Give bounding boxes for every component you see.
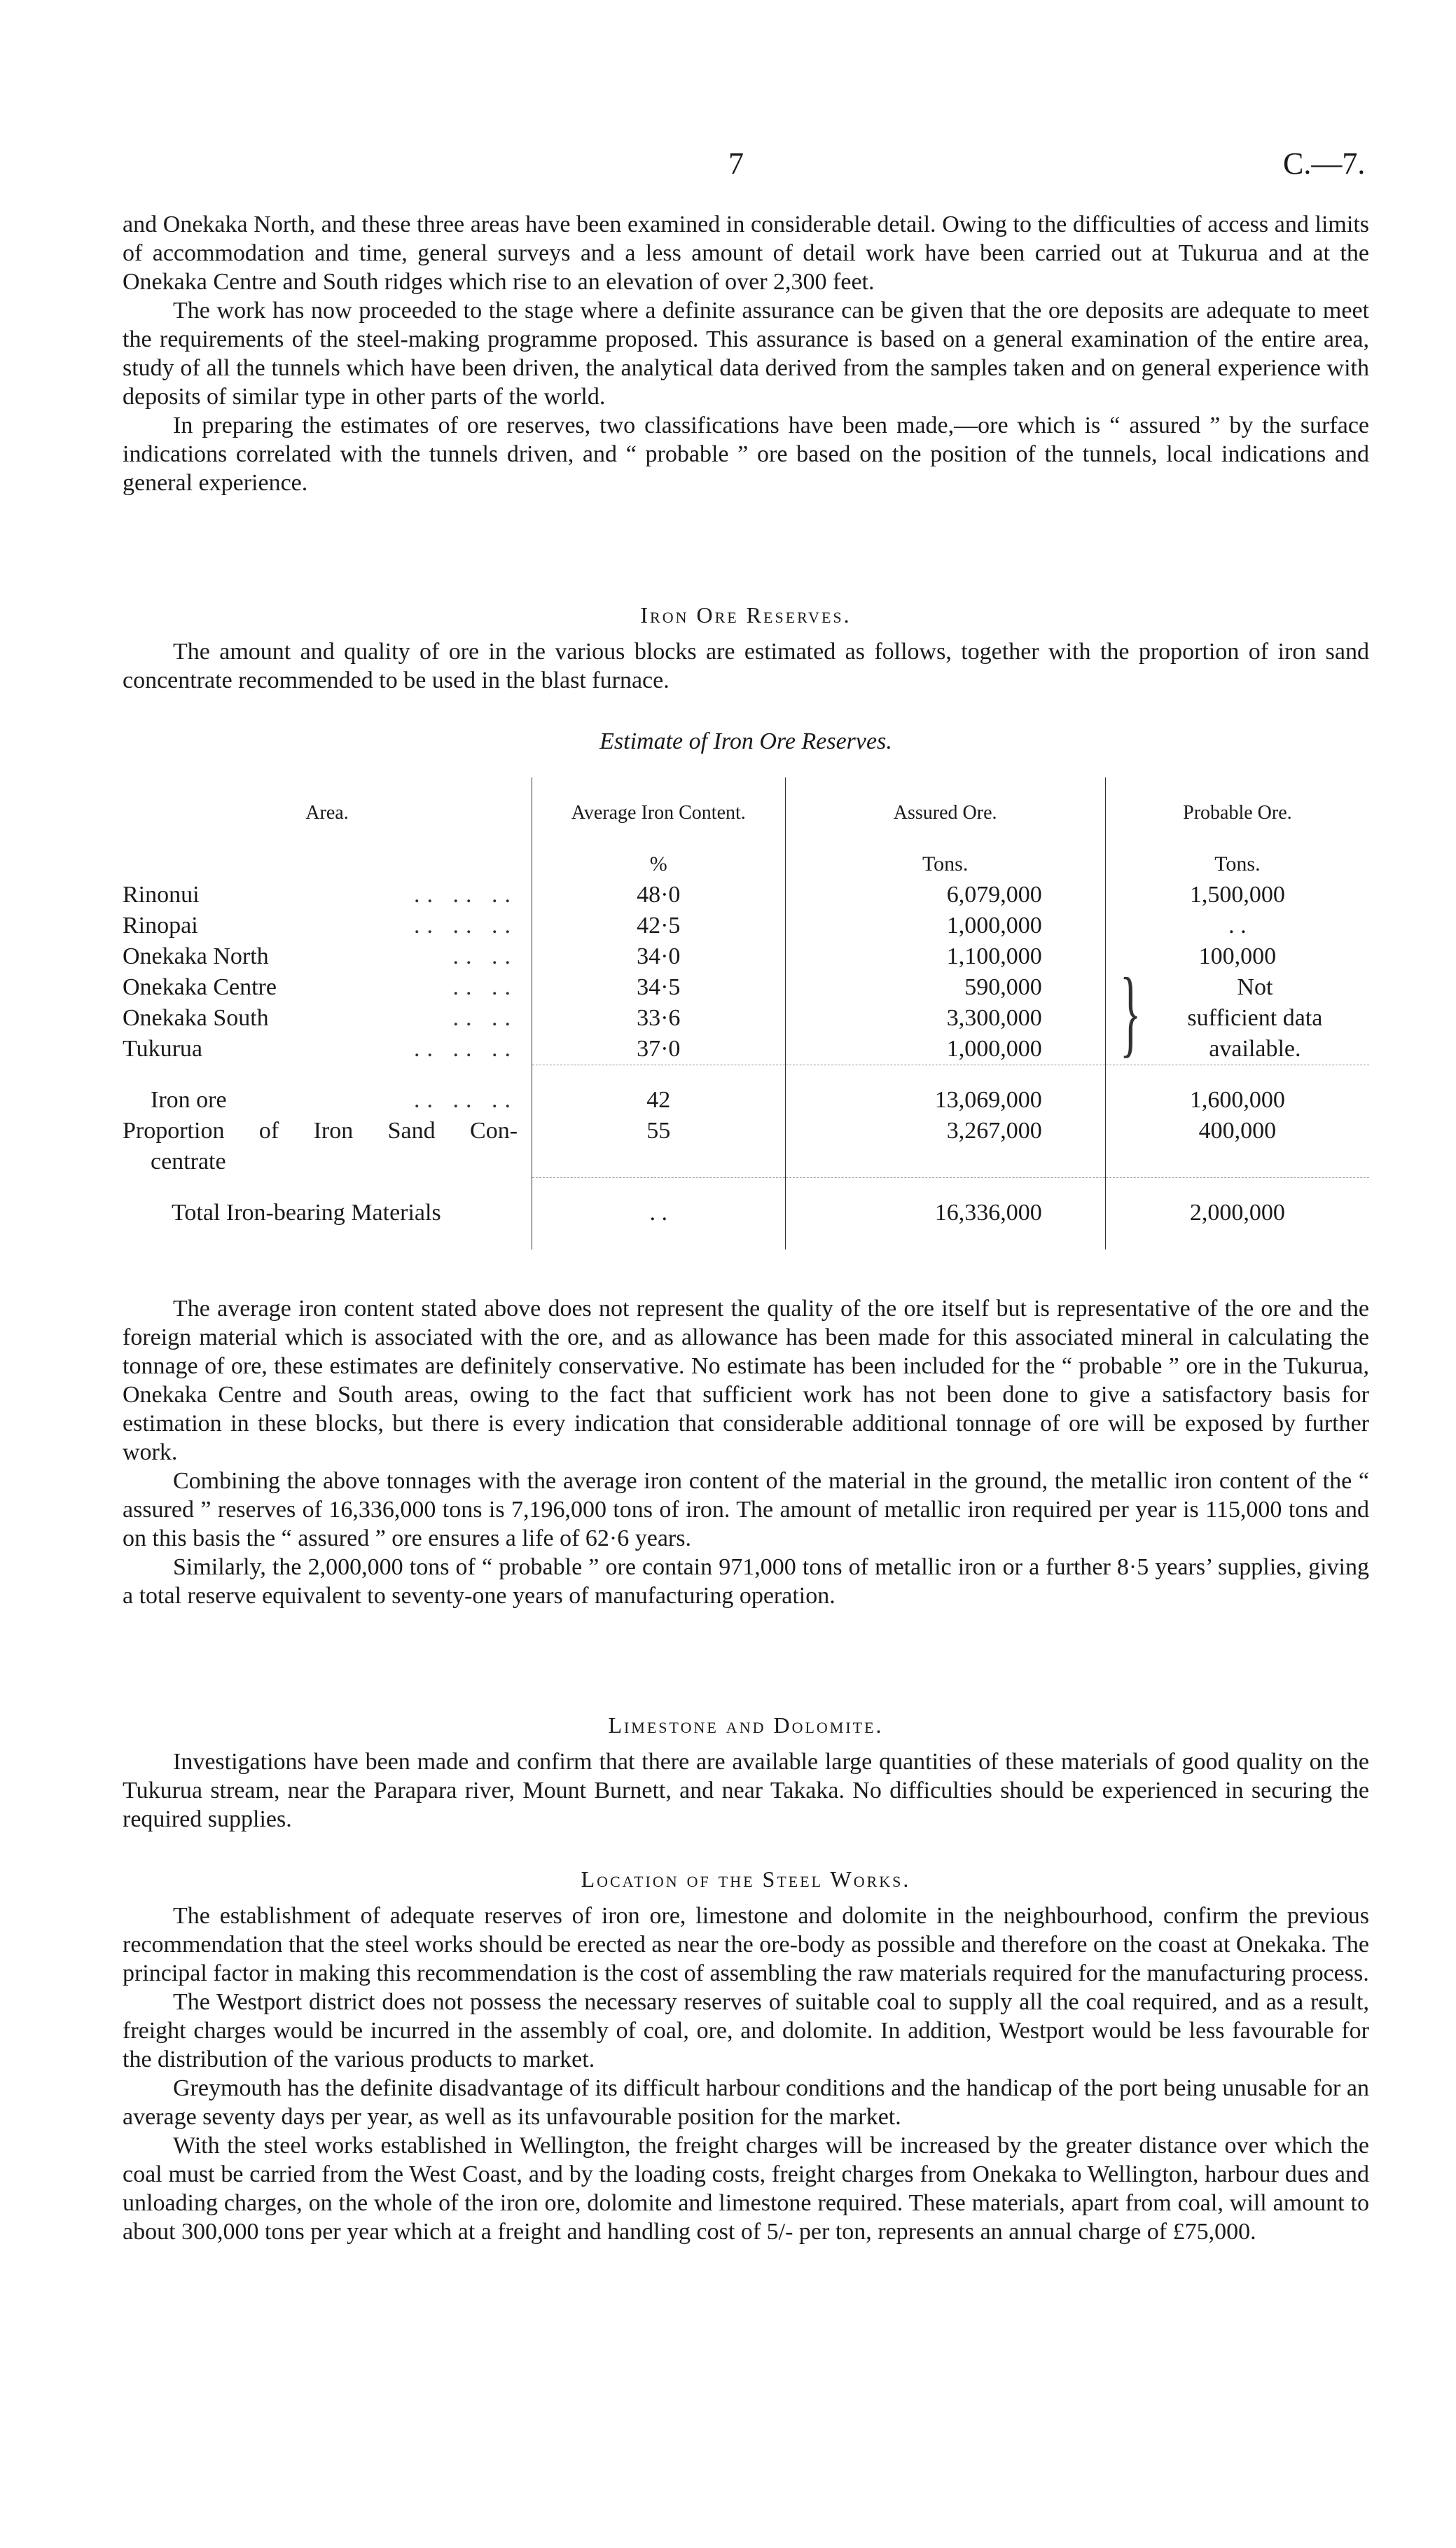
brace-glyph: } bbox=[1119, 958, 1142, 1067]
section-heading-location: Location of the Steel Works. bbox=[581, 1867, 911, 1892]
intro-text bbox=[123, 210, 1369, 497]
paragraph: In preparing the estimates of ore reserves, two classifications have been made,—ore which is “ assured ” by the surface indications correlated with the tunnels driven, and “ probable ” ore based on the position of the tunnels, local indications and general experience. bbox=[123, 413, 1369, 496]
column-header-probable: Probable Ore. bbox=[1105, 777, 1369, 849]
area-name: Onekaka North bbox=[123, 943, 269, 969]
table-row: Onekaka North .. .. 34·0 1,100,000 100,000 bbox=[123, 941, 1369, 972]
table-header-row bbox=[123, 777, 1369, 849]
table-row: Rinonui .. .. .. 48·0 6,079,000 1,500,000 bbox=[123, 880, 1369, 911]
section-heading-iron-ore: Iron Ore Reserves. bbox=[640, 602, 852, 628]
area-name: Rinopai bbox=[123, 913, 198, 939]
paragraph: Greymouth has the definite disadvantage of its difficult harbour conditions and the handicap of the port being unusable for an average seventy days per year, as well as its unfavourable position for the market. bbox=[123, 2075, 1369, 2130]
unit-tons-assured: Tons. bbox=[785, 849, 1105, 880]
table-caption: Estimate of Iron Ore Reserves. bbox=[599, 728, 892, 754]
section-heading-limestone: Limestone and Dolomite. bbox=[608, 1712, 884, 1738]
table-row: Onekaka Centre .. .. 34·5 590,000 } Not sufficient data available. bbox=[123, 972, 1369, 1003]
area-name: Onekaka Centre bbox=[123, 974, 277, 1000]
paragraph: Combining the above tonnages with the average iron content of the material in the ground, the metallic iron content of the “ assured ” reserves of 16,336,000 tons is 7,196,000 tons of iron. The amount of metallic iron required per year is 115,000 tons and on this basis the “ assured ” ore ensures a life of 62·6 years. bbox=[123, 1468, 1369, 1551]
paragraph: The Westport district does not possess the necessary reserves of suitable coal to supply all the coal required, and as a result, freight charges would be incurred in the assembly of coal, ore, and dolomite. In addition, Westport would be less favourable for the distribution of the various products to market. bbox=[123, 1989, 1369, 2072]
table-row: Rinopai .. .. .. 42·5 1,000,000 . . bbox=[123, 911, 1369, 941]
paragraph: The work has now proceeded to the stage where a definite assurance can be given that the ore deposits are adequate to meet the requirements of the steel-making programme proposed. This assurance is based on a general examination of the entire area, study of all the tunnels which have been driven, the analytical data derived from the samples taken and on general experience with deposits of similar type in other parts of the world. bbox=[123, 298, 1369, 410]
column-header-area: Area. bbox=[305, 802, 349, 824]
column-header-assured: Assured Ore. bbox=[785, 777, 1105, 849]
iron-ore-table bbox=[123, 777, 1369, 1249]
area-name: Rinonui bbox=[123, 882, 200, 908]
units-row bbox=[123, 849, 1369, 880]
paragraph: and Onekaka North, and these three areas have been examined in considerable detail. Owing to the difficulties of access and limits of accommodation and time, general surveys and a less amount of detail work have been carried out at Tukurua and at the Onekaka Centre and South ridges which rise to an elevation of over 2,300 feet. bbox=[123, 212, 1369, 295]
table-row-iron-ore: Iron ore .. .. .. 42 13,069,000 1,600,000 bbox=[123, 1085, 1369, 1116]
table-row: Tukurua .. .. .. 37·0 1,000,000 bbox=[123, 1034, 1369, 1065]
unit-percent: % bbox=[532, 849, 785, 880]
paragraph: The amount and quality of ore in the various blocks are estimated as follows, together with the proportion of iron sand concentrate recommended to be used in the blast furnace. bbox=[123, 639, 1369, 693]
area-name: Tukurua bbox=[123, 1036, 202, 1062]
limestone-text bbox=[123, 1747, 1369, 1834]
table-row-total: Total Iron-bearing Materials . . 16,336,000 2,000,000 bbox=[123, 1198, 1369, 1249]
location-text bbox=[123, 1902, 1369, 2246]
unit-tons-probable: Tons. bbox=[1105, 849, 1369, 880]
document-reference: C.—7. bbox=[1283, 146, 1366, 181]
area-name: Onekaka South bbox=[123, 1005, 269, 1031]
page-number: 7 bbox=[728, 146, 744, 181]
paragraph: The establishment of adequate reserves of iron ore, limestone and dolomite in the neighbourhood, confirm the previous recommendation that the steel works should be erected as near the ore-body as possible and therefore on the coast at Onekaka. The principal factor in making this recommendation is the cost of assembling the raw materials required for the manufacturing process. bbox=[123, 1903, 1369, 1986]
brace-note-cell: } Not sufficient data available. bbox=[1105, 972, 1369, 1065]
iron-ore-intro bbox=[123, 637, 1369, 695]
table-row: Onekaka South .. .. 33·6 3,300,000 bbox=[123, 1003, 1369, 1034]
paragraph: The average iron content stated above does not represent the quality of the ore itself but is representative of the ore and the foreign material which is associated with the ore, and as allowance has been made for this associated mineral in calculating the tonnage of ore, these estimates are definitely conservative. No estimate has been included for the “ probable ” ore in the Tukurua, Onekaka Centre and South areas, owing to the fact that sufficient work has not been done to give a satisfactory basis for estimation in these blocks, but there is every indication that considerable additional tonnage of ore will be exposed by further work. bbox=[123, 1296, 1369, 1465]
iron-ore-discussion bbox=[123, 1294, 1369, 1610]
paragraph: Similarly, the 2,000,000 tons of “ probable ” ore contain 971,000 tons of metallic iron or a further 8·5 years’ supplies, giving a total reserve equivalent to seventy-one years of manufacturing operation. bbox=[123, 1554, 1369, 1609]
paragraph: With the steel works established in Wellington, the freight charges will be increased by the greater distance over which the coal must be carried from the West Coast, and by the loading costs, freight charges from Onekaka to Wellington, harbour dues and unloading charges, on the whole of the iron ore, dolomite and limestone required. These materials, apart from coal, will amount to about 300,000 tons per year which at a freight and handling cost of 5/- per ton, represents an annual charge of £75,000. bbox=[123, 2133, 1369, 2245]
paragraph: Investigations have been made and confirm that there are available large quantities of these materials of good quality on the Tukurua stream, near the Parapara river, Mount Burnett, and near Takaka. No difficulties should be experienced in securing the required supplies. bbox=[123, 1749, 1369, 1832]
column-header-content: Average Iron Content. bbox=[532, 777, 785, 849]
table-row-concentrate: Proportion of Iron Sand Con- centrate 55 3,267,000 400,000 bbox=[123, 1116, 1369, 1177]
